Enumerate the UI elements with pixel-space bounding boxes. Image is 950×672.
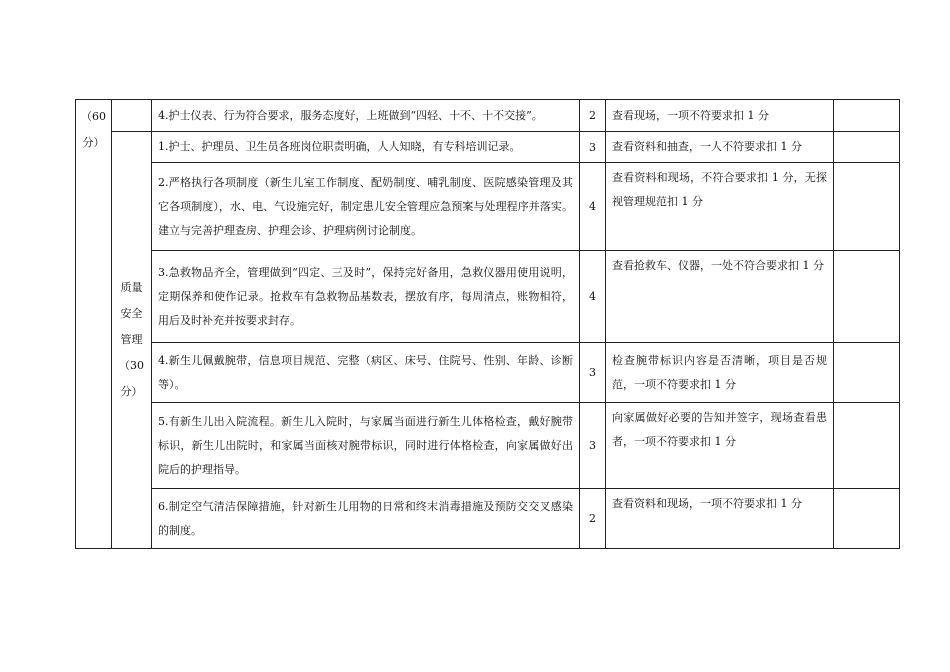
remark-cell xyxy=(834,251,900,343)
item-text: 4.护士仪表、行为符合要求，服务态度好，上班做到“四轻、十不、十不交接”。 xyxy=(158,108,543,122)
method-text: 查看现场，一项不符要求扣 1 分 xyxy=(612,108,769,122)
table-row xyxy=(76,163,900,251)
section-score-label: （60分） xyxy=(81,110,106,149)
score-cell xyxy=(580,489,606,549)
item-text: 1.护士、护理员、卫生员各班岗位职责明确，人人知晓，有专科培训记录。 xyxy=(158,140,521,153)
score-cell xyxy=(580,343,606,403)
empty-cell xyxy=(112,100,152,132)
method-text: 查看资料和抽查，一人不符要求扣 1 分 xyxy=(612,140,802,153)
method-cell xyxy=(606,489,834,549)
score-cell xyxy=(580,163,606,251)
method-cell xyxy=(606,343,834,403)
item-cell xyxy=(152,343,580,403)
table-row xyxy=(76,343,900,403)
method-text: 向家属做好必要的告知并签字，现场查看患者，一项不符要求扣 1 分 xyxy=(612,411,827,448)
score-value: 3 xyxy=(589,140,596,154)
score-cell xyxy=(580,403,606,489)
remark-cell xyxy=(834,163,900,251)
item-text: 2.严格执行各项制度（新生儿室工作制度、配奶制度、哺乳制度、医院感染管理及其它各项制度），水、电、气设施完好，制定患儿安全管理应急预案与处理程序并落实。建立与完善护理查房、护理会诊、护理病例讨论制度。 xyxy=(158,175,573,237)
item-cell xyxy=(152,100,580,132)
item-cell xyxy=(152,132,580,163)
table-row xyxy=(76,132,900,163)
item-cell xyxy=(152,251,580,343)
remark-cell xyxy=(834,100,900,132)
method-cell xyxy=(606,251,834,343)
score-cell xyxy=(580,100,606,132)
item-cell xyxy=(152,163,580,251)
remark-cell xyxy=(834,489,900,549)
method-text: 查看资料和现场，一项不符要求扣 1 分 xyxy=(612,497,802,510)
table-row xyxy=(76,251,900,343)
item-text: 4.新生儿佩戴腕带，信息项目规范、完整（病区、床号、住院号、性别、年龄、诊断等）。 xyxy=(158,353,573,391)
item-cell xyxy=(152,403,580,489)
score-value: 2 xyxy=(589,512,596,525)
score-value: 4 xyxy=(589,200,596,213)
method-cell xyxy=(606,163,834,251)
score-value: 2 xyxy=(589,109,596,122)
item-text: 6.制定空气清洁保障措施，针对新生儿用物的日常和终末消毒措施及预防交交叉感染的制度。 xyxy=(158,499,573,537)
table-row xyxy=(76,403,900,489)
method-text: 检查腕带标识内容是否清晰，项目是否规范，一项不符要求扣 1 分 xyxy=(612,353,827,391)
remark-cell xyxy=(834,132,900,163)
score-cell xyxy=(580,251,606,343)
score-cell xyxy=(580,132,606,163)
remark-cell xyxy=(834,343,900,403)
score-value: 3 xyxy=(589,439,596,452)
method-text: 查看抢救车、仪器，一处不符合要求扣 1 分 xyxy=(612,259,824,272)
remark-cell xyxy=(834,403,900,489)
table-row xyxy=(76,489,900,549)
section-score-cell xyxy=(76,100,112,549)
item-text: 3.急救物品齐全，管理做到“四定、三及时”，保持完好备用，急救仪器用使用说明，定期保养和使作记录。抢救车有急救物品基数表，摆放有序，每周清点，账物相符，用后及时补充并按要求封存。 xyxy=(158,265,573,327)
item-cell xyxy=(152,489,580,549)
method-cell xyxy=(606,403,834,489)
evaluation-table xyxy=(75,99,900,549)
item-text: 5.有新生儿出入院流程。新生儿入院时，与家属当面进行新生儿体格检查，戴好腕带标识，新生儿出院时，和家属当面核对腕带标识，同时进行体格检查，向家属做好出院后的护理指导。 xyxy=(158,414,573,476)
category-label: 质量安全管理（30分） xyxy=(119,281,144,398)
method-cell xyxy=(606,100,834,132)
category-cell xyxy=(112,132,152,549)
score-value: 3 xyxy=(589,366,596,379)
method-text: 查看资料和现场，不符合要求扣 1 分，无探视管理规范扣 1 分 xyxy=(612,171,827,208)
method-cell xyxy=(606,132,834,163)
table-row xyxy=(76,100,900,132)
score-value: 4 xyxy=(589,290,596,303)
